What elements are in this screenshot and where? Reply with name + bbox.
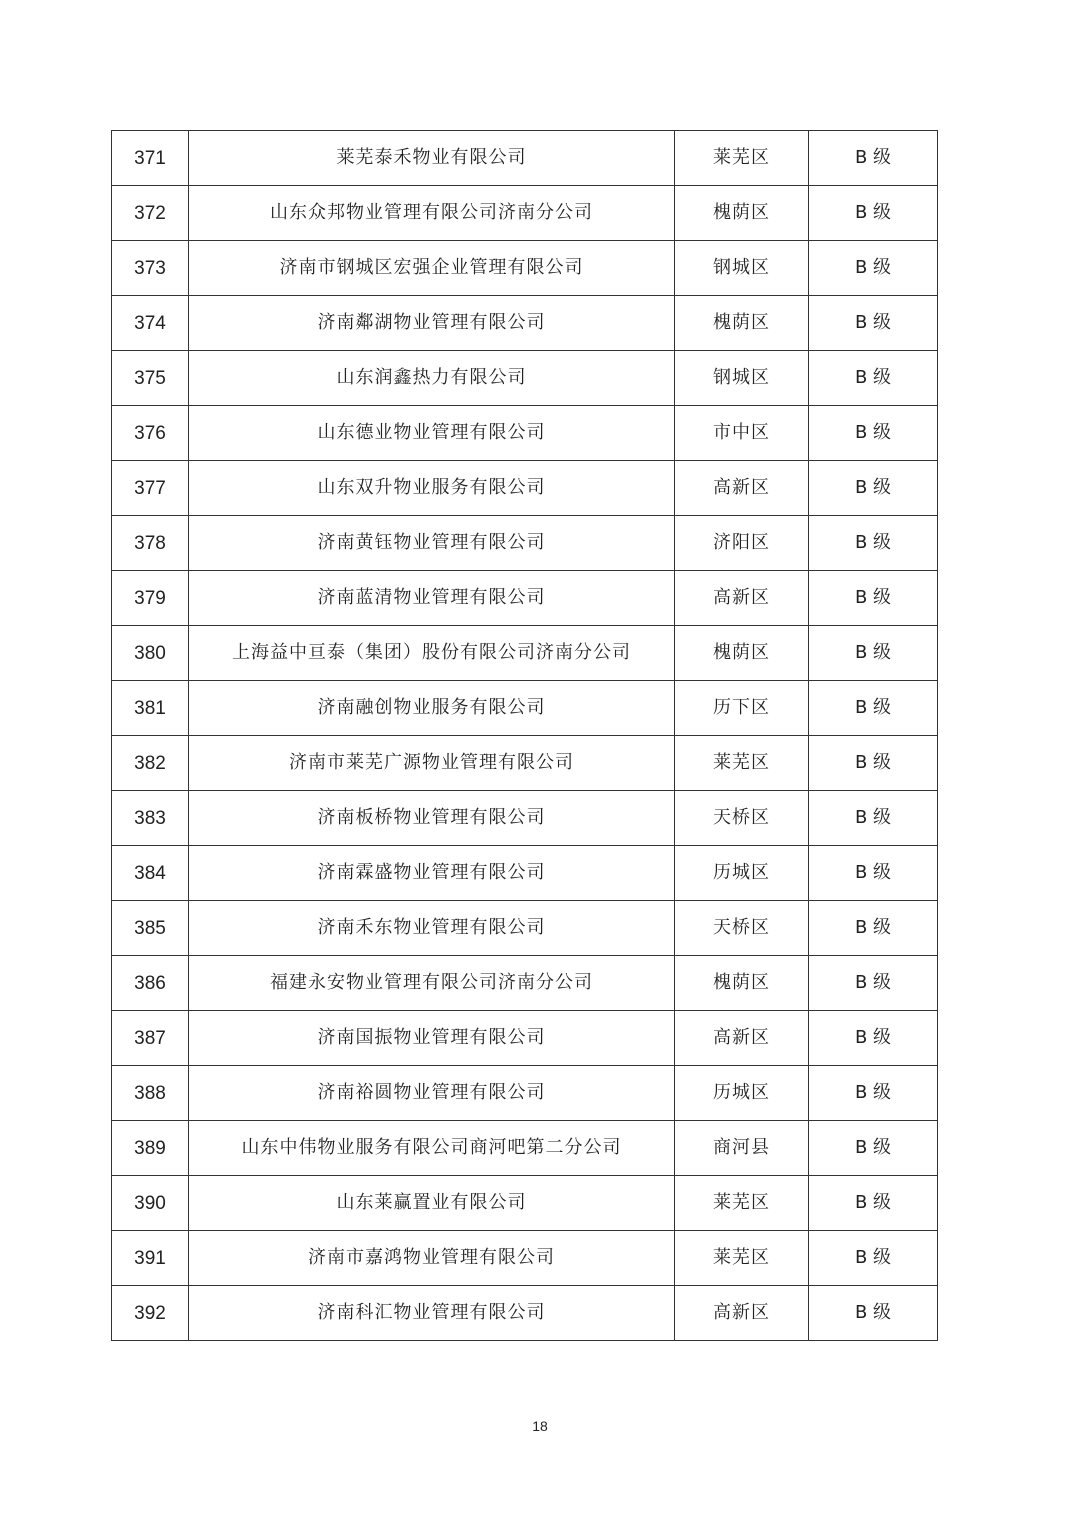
table-row xyxy=(112,626,938,681)
grade-cell: B 级 xyxy=(809,1176,938,1231)
company-name-cell: 福建永安物业管理有限公司济南分公司 xyxy=(189,956,675,1011)
table-body xyxy=(112,131,938,1341)
row-number-cell: 371 xyxy=(112,131,189,186)
district-cell: 市中区 xyxy=(675,406,809,461)
table-row xyxy=(112,1121,938,1176)
district-cell: 高新区 xyxy=(675,1011,809,1066)
row-number-cell: 386 xyxy=(112,956,189,1011)
district-cell: 历城区 xyxy=(675,1066,809,1121)
table-row xyxy=(112,1176,938,1231)
row-number-cell: 380 xyxy=(112,626,189,681)
table-row xyxy=(112,131,938,186)
district-cell: 槐荫区 xyxy=(675,626,809,681)
district-cell: 商河县 xyxy=(675,1121,809,1176)
row-number-cell: 388 xyxy=(112,1066,189,1121)
company-name-cell: 济南市钢城区宏强企业管理有限公司 xyxy=(189,241,675,296)
company-name-cell: 上海益中亘泰（集团）股份有限公司济南分公司 xyxy=(189,626,675,681)
table-row xyxy=(112,846,938,901)
district-cell: 莱芜区 xyxy=(675,1231,809,1286)
grade-cell: B 级 xyxy=(809,791,938,846)
company-name-cell: 济南国振物业管理有限公司 xyxy=(189,1011,675,1066)
table-row xyxy=(112,186,938,241)
company-name-cell: 莱芜泰禾物业有限公司 xyxy=(189,131,675,186)
page-number: 18 xyxy=(532,1418,548,1434)
table-row xyxy=(112,736,938,791)
grade-cell: B 级 xyxy=(809,296,938,351)
company-name-cell: 济南蓝清物业管理有限公司 xyxy=(189,571,675,626)
grade-cell: B 级 xyxy=(809,131,938,186)
district-cell: 莱芜区 xyxy=(675,131,809,186)
table-row xyxy=(112,1231,938,1286)
row-number-cell: 377 xyxy=(112,461,189,516)
grade-cell: B 级 xyxy=(809,1286,938,1341)
row-number-cell: 384 xyxy=(112,846,189,901)
table-row xyxy=(112,241,938,296)
grade-cell: B 级 xyxy=(809,956,938,1011)
company-name-cell: 济南融创物业服务有限公司 xyxy=(189,681,675,736)
table-row xyxy=(112,406,938,461)
district-cell: 高新区 xyxy=(675,571,809,626)
company-name-cell: 山东润鑫热力有限公司 xyxy=(189,351,675,406)
row-number-cell: 378 xyxy=(112,516,189,571)
table-row xyxy=(112,516,938,571)
table-row xyxy=(112,1286,938,1341)
table-row xyxy=(112,571,938,626)
row-number-cell: 382 xyxy=(112,736,189,791)
row-number-cell: 383 xyxy=(112,791,189,846)
company-name-cell: 济南市嘉鸿物业管理有限公司 xyxy=(189,1231,675,1286)
district-cell: 历城区 xyxy=(675,846,809,901)
grade-cell: B 级 xyxy=(809,241,938,296)
table-row xyxy=(112,956,938,1011)
company-name-cell: 山东众邦物业管理有限公司济南分公司 xyxy=(189,186,675,241)
grade-cell: B 级 xyxy=(809,1011,938,1066)
district-cell: 槐荫区 xyxy=(675,956,809,1011)
row-number-cell: 389 xyxy=(112,1121,189,1176)
company-name-cell: 山东德业物业管理有限公司 xyxy=(189,406,675,461)
grade-cell: B 级 xyxy=(809,406,938,461)
company-name-cell: 济南黄钰物业管理有限公司 xyxy=(189,516,675,571)
district-cell: 高新区 xyxy=(675,1286,809,1341)
row-number-cell: 391 xyxy=(112,1231,189,1286)
district-cell: 钢城区 xyxy=(675,241,809,296)
grade-cell: B 级 xyxy=(809,351,938,406)
company-name-cell: 济南霖盛物业管理有限公司 xyxy=(189,846,675,901)
row-number-cell: 390 xyxy=(112,1176,189,1231)
grade-cell: B 级 xyxy=(809,626,938,681)
row-number-cell: 392 xyxy=(112,1286,189,1341)
district-cell: 槐荫区 xyxy=(675,296,809,351)
grade-cell: B 级 xyxy=(809,186,938,241)
company-name-cell: 山东中伟物业服务有限公司商河吧第二分公司 xyxy=(189,1121,675,1176)
table-row xyxy=(112,351,938,406)
company-name-cell: 山东双升物业服务有限公司 xyxy=(189,461,675,516)
grade-cell: B 级 xyxy=(809,461,938,516)
district-cell: 高新区 xyxy=(675,461,809,516)
row-number-cell: 375 xyxy=(112,351,189,406)
grade-cell: B 级 xyxy=(809,1121,938,1176)
district-cell: 历下区 xyxy=(675,681,809,736)
grade-cell: B 级 xyxy=(809,901,938,956)
row-number-cell: 381 xyxy=(112,681,189,736)
company-name-cell: 济南板桥物业管理有限公司 xyxy=(189,791,675,846)
company-name-cell: 济南市莱芜广源物业管理有限公司 xyxy=(189,736,675,791)
table-row xyxy=(112,1066,938,1121)
row-number-cell: 372 xyxy=(112,186,189,241)
district-cell: 天桥区 xyxy=(675,901,809,956)
company-name-cell: 济南禾东物业管理有限公司 xyxy=(189,901,675,956)
grade-cell: B 级 xyxy=(809,846,938,901)
row-number-cell: 374 xyxy=(112,296,189,351)
row-number-cell: 387 xyxy=(112,1011,189,1066)
grade-cell: B 级 xyxy=(809,1231,938,1286)
company-name-cell: 济南鄰湖物业管理有限公司 xyxy=(189,296,675,351)
district-cell: 莱芜区 xyxy=(675,736,809,791)
table-row xyxy=(112,791,938,846)
grade-cell: B 级 xyxy=(809,571,938,626)
table-row xyxy=(112,1011,938,1066)
company-name-cell: 济南裕圆物业管理有限公司 xyxy=(189,1066,675,1121)
table-row xyxy=(112,681,938,736)
table-row xyxy=(112,461,938,516)
row-number-cell: 385 xyxy=(112,901,189,956)
district-cell: 钢城区 xyxy=(675,351,809,406)
grade-cell: B 级 xyxy=(809,681,938,736)
district-cell: 槐荫区 xyxy=(675,186,809,241)
company-name-cell: 济南科汇物业管理有限公司 xyxy=(189,1286,675,1341)
row-number-cell: 373 xyxy=(112,241,189,296)
district-cell: 莱芜区 xyxy=(675,1176,809,1231)
row-number-cell: 379 xyxy=(112,571,189,626)
company-name-cell: 山东莱赢置业有限公司 xyxy=(189,1176,675,1231)
company-rating-table xyxy=(111,130,938,1341)
grade-cell: B 级 xyxy=(809,1066,938,1121)
row-number-cell: 376 xyxy=(112,406,189,461)
grade-cell: B 级 xyxy=(809,736,938,791)
district-cell: 济阳区 xyxy=(675,516,809,571)
district-cell: 天桥区 xyxy=(675,791,809,846)
table-row xyxy=(112,901,938,956)
table-row xyxy=(112,296,938,351)
grade-cell: B 级 xyxy=(809,516,938,571)
